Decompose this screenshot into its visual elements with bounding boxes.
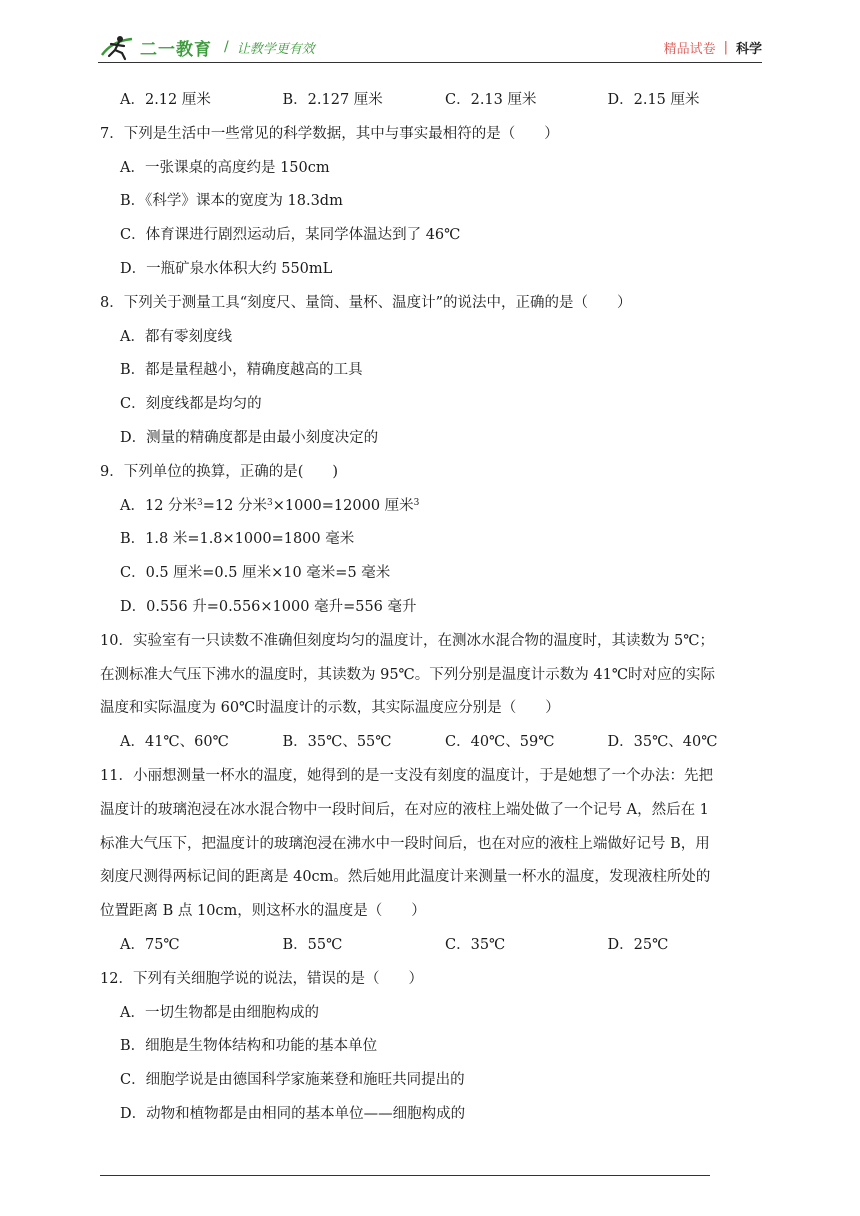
option-c: C．35℃	[445, 936, 506, 953]
q10-line-3: 温度和实际温度为 60℃时温度计的示数，其实际温度应分别是（ ）	[100, 700, 560, 717]
logo-text: 二一教育	[140, 39, 212, 60]
q9-stem: 9．下列单位的换算，正确的是( )	[100, 463, 339, 480]
header-right	[664, 38, 762, 57]
q8-option-a: A．都有零刻度线	[120, 328, 232, 345]
option-d: D．2.15 厘米	[607, 92, 700, 108]
option-c: C．40℃、59℃	[445, 734, 555, 751]
q9-option-b: B．1.8 米=1.8×1000=1800 毫米	[120, 531, 355, 548]
header-divider: |	[723, 40, 728, 55]
header-rule	[98, 62, 762, 63]
q10-line-1: 10．实验室有一只读数不准确但刻度均匀的温度计，在测冰水混合物的温度时，其读数为 5℃；	[100, 632, 715, 649]
footer-rule	[100, 1175, 710, 1176]
q12-option-a: A．一切生物都是由细胞构成的	[120, 1004, 319, 1021]
q7-option-a: A．一张课桌的高度约是 150cm	[120, 159, 330, 176]
q8-option-c: C．刻度线都是均匀的	[120, 396, 262, 413]
q9-a-part1: A．12 分米	[120, 497, 198, 514]
q9-option-d: D．0.556 升=0.556×1000 毫升=556 毫升	[120, 598, 417, 615]
option-d: D．35℃、40℃	[607, 734, 718, 751]
question-content	[100, 84, 770, 1132]
q9-option-c: C．0.5 厘米=0.5 厘米×10 毫米=5 毫米	[120, 565, 391, 582]
option-b: B．35℃、55℃	[282, 734, 392, 751]
option-a: A．2.12 厘米	[120, 92, 211, 108]
q7-option-c: C．体育课进行剧烈运动后，某同学体温达到了 46℃	[120, 227, 461, 244]
q6-options	[100, 84, 770, 118]
option-c: C．2.13 厘米	[445, 92, 537, 108]
option-a: A．75℃	[120, 936, 180, 953]
q12-option-d: D．动物和植物都是由相同的基本单位——细胞构成的	[120, 1105, 466, 1122]
subject-label: 科学	[735, 42, 762, 57]
q11-line-3: 标准大气压下，把温度计的玻璃泡浸在沸水中一段时间后，也在对应的液柱上端做好记号 B，用	[100, 835, 710, 852]
q7-stem: 7．下列是生活中一些常见的科学数据，其中与事实最相符的是（ ）	[100, 125, 559, 142]
q10-line-2: 在测标准大气压下沸水的温度时，其读数为 95℃。下列分别是温度计示数为 41℃时对应的实际	[100, 666, 716, 683]
logo	[98, 33, 315, 61]
q9-a-part2: =12 分米	[202, 497, 267, 514]
option-d: D．25℃	[607, 936, 669, 953]
q7-option-d: D．一瓶矿泉水体积大约 550mL	[120, 260, 333, 277]
q12-stem: 12．下列有关细胞学说的说法，错误的是（ ）	[100, 970, 423, 987]
runner-logo-icon	[98, 33, 138, 61]
q9-a-sup1: 3	[197, 497, 203, 508]
q11-line-2: 温度计的玻璃泡浸在冰水混合物中一段时间后，在对应的液柱上端处做了一个记号 A，然后在 1	[100, 801, 709, 818]
q8-option-b: B．都是量程越小，精确度越高的工具	[120, 362, 363, 379]
q12-option-b: B．细胞是生物体结构和功能的基本单位	[120, 1038, 378, 1055]
q11-line-1: 11．小丽想测量一杯水的温度，她得到的是一支没有刻度的温度计，于是她想了一个办法：先把	[100, 767, 713, 784]
q11-line-5: 位置距离 B 点 10cm，则这杯水的温度是（ ）	[100, 903, 426, 920]
q9-a-part3: ×1000=12000 厘米	[272, 497, 414, 514]
q11-options	[100, 929, 770, 963]
paper-tag: 精品试卷	[663, 42, 716, 57]
q9-option-a	[100, 490, 770, 524]
option-b: B．2.127 厘米	[282, 92, 383, 108]
option-a: A．41℃、60℃	[120, 734, 229, 751]
q8-stem: 8．下列关于测量工具“刻度尺、量筒、量杯、温度计”的说法中，正确的是（ ）	[100, 294, 632, 311]
q10-options	[100, 726, 770, 760]
q12-option-c: C．细胞学说是由德国科学家施莱登和施旺共同提出的	[120, 1072, 465, 1089]
q8-option-d: D．测量的精确度都是由最小刻度决定的	[120, 429, 379, 446]
q9-a-sup3: 3	[413, 497, 420, 508]
q11-line-4: 刻度尺测得两标记间的距离是 40cm。然后她用此温度计来测量一杯水的温度，发现液柱所处的	[100, 869, 711, 886]
q9-a-sup2: 3	[266, 497, 273, 508]
slogan: 让教学更有效	[236, 41, 315, 57]
option-b: B．55℃	[282, 936, 343, 953]
q7-option-b: B．《科学》课本的宽度为 18.3dm	[120, 193, 343, 210]
slogan-separator: /	[224, 39, 229, 55]
page-header	[98, 30, 762, 64]
